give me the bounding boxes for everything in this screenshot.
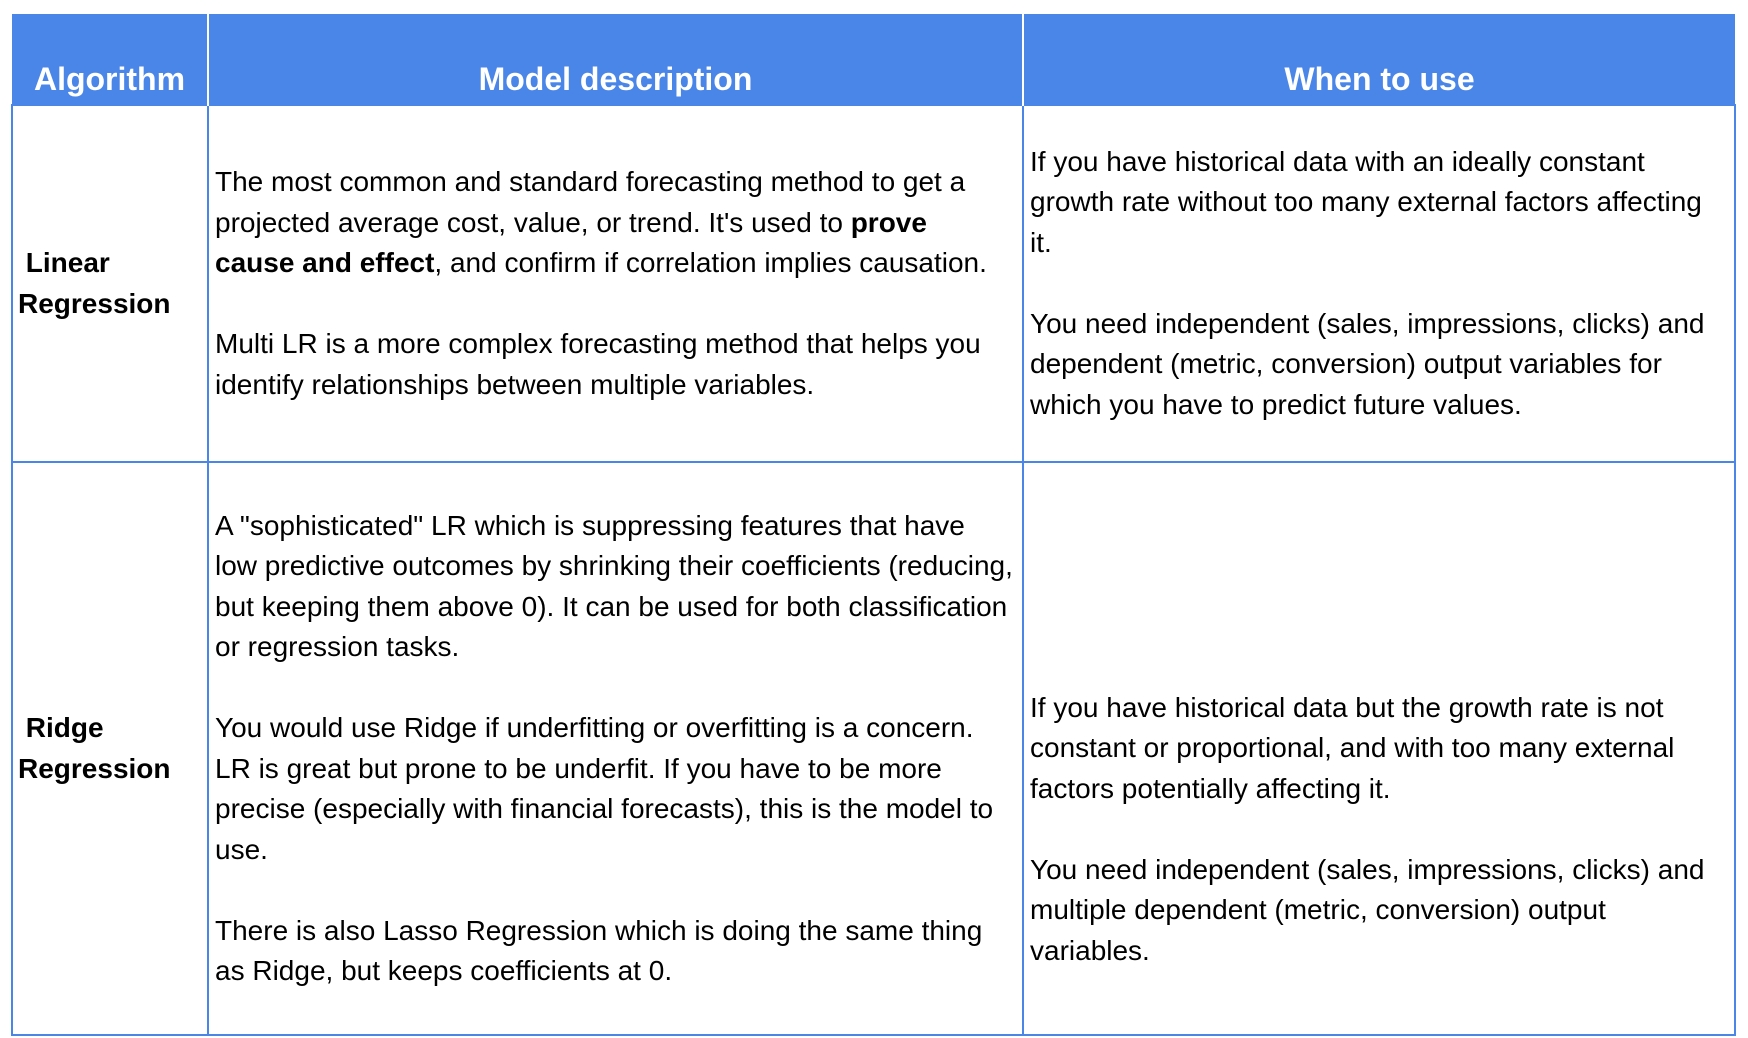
description-paragraph: You would use Ridge if underfitting or overfitting is a concern. LR is great but prone to be underfit. If you have to be more precise (especially with financial forecasts), this is the model to use. — [215, 712, 994, 865]
table-row-linear-regression — [12, 105, 1735, 462]
algorithm-name-line1: Ridge — [25, 712, 104, 743]
description-cell — [208, 462, 1023, 1035]
algorithm-name-line2: Regression — [18, 752, 171, 784]
description-paragraph: The most common and standard forecasting method to get a projected average cost, value, or trend. It's used to prove cause and effect, and confirm if correlation implies causation. — [215, 166, 987, 278]
description-paragraph: A "sophisticated" LR which is suppressing features that have low predictive outcomes by shrinking their coefficients (reducing, but keeping them above 0). It can be used for both classification or regression tasks. — [215, 509, 1013, 662]
when-paragraph: If you have historical data with an ideally constant growth rate without too many external factors affecting it. — [1030, 145, 1702, 258]
header-algorithm: Algorithm — [12, 14, 208, 105]
emphasis-text: prove cause and effect — [215, 206, 927, 278]
header-model-description: Model description — [208, 14, 1023, 105]
header-row — [12, 14, 1735, 105]
description-paragraph: There is also Lasso Regression which is doing the same thing as Ridge, but keeps coefficients at 0. — [215, 914, 983, 986]
when-paragraph: You need independent (sales, impressions, clicks) and dependent (metric, conversion) output variables for which you have to predict future values. — [1030, 307, 1705, 420]
when-to-use-cell — [1023, 462, 1735, 1035]
header-when-to-use: When to use — [1023, 14, 1735, 105]
when-paragraph: You need independent (sales, impressions, clicks) and multiple dependent (metric, conversion) output variables. — [1030, 853, 1705, 966]
algorithm-cell — [12, 105, 208, 462]
algorithm-name-line2: Regression — [18, 287, 171, 319]
when-paragraph: If you have historical data but the growth rate is not constant or proportional, and with too many external factors potentially affecting it. — [1030, 691, 1675, 804]
when-to-use-cell — [1023, 105, 1735, 462]
algorithm-name-line1: Linear — [25, 247, 110, 278]
description-cell — [208, 105, 1023, 462]
algorithm-cell — [12, 462, 208, 1035]
algorithm-comparison-table — [11, 14, 1736, 1036]
description-paragraph: Multi LR is a more complex forecasting method that helps you identify relationships between multiple variables. — [215, 328, 981, 400]
table-row-ridge-regression — [12, 462, 1735, 1035]
